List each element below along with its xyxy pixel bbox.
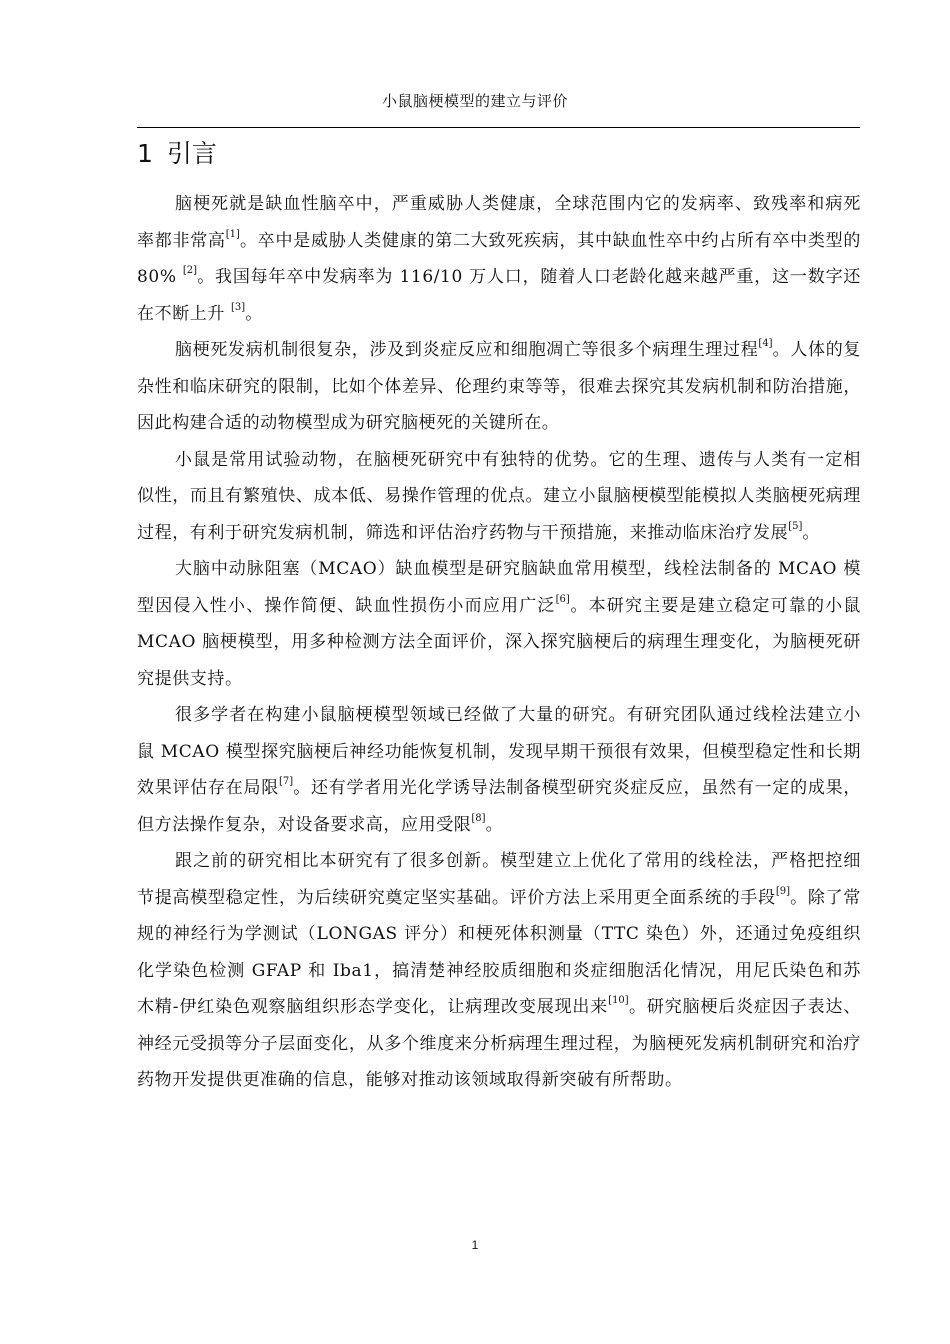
page-number: 1: [471, 1238, 479, 1252]
paragraph-text: 。: [245, 303, 263, 324]
citation-ref: [6]: [555, 593, 570, 605]
body-text: [137, 186, 861, 1099]
paragraph-text: 。卒中是威胁人类健康的第二大致死疾病，其中缺血性卒中约占所有卒中类型的 80%: [137, 230, 862, 287]
paragraph-text: 脑梗死发病机制很复杂，涉及到炎症反应和细胞凋亡等很多个病理生理过程: [175, 340, 759, 360]
section-title: 引言: [166, 139, 217, 168]
citation-ref: [8]: [471, 812, 486, 824]
running-header: 小鼠脑梗模型的建立与评价: [381, 92, 568, 110]
paragraph-text: 很多学者在构建小鼠脑梗模型领域已经做了大量的研究。有研究团队通过线栓法建立小鼠 MCAO 模型探究脑梗后神经功能恢复机制，发现早期干预很有效果，但模型稳定性和长期效果评估存在局限: [137, 705, 861, 798]
citation-ref: [7]: [278, 776, 294, 787]
citation-ref: [2]: [182, 265, 197, 276]
paragraph-text: 。研究脑梗后炎症因子表达、神经元受损等分子层面变化，从多个维度来分析病理生理过程，为脑梗死发病机制研究和治疗药物开发提供更准确的信息，能够对推动该领域取得新突破有所帮助。: [137, 997, 861, 1090]
paragraph: [137, 442, 861, 552]
paragraph-text: 脑梗死就是缺血性脑卒中，严重威胁人类健康，全球范围内它的发病率、致残率和病死率都非常高: [137, 194, 861, 251]
paragraph: [137, 332, 861, 442]
paragraph: [137, 186, 861, 332]
paragraph-text: 。本研究主要是建立稳定可靠的小鼠 MCAO 脑梗模型，用多种检测方法全面评价，深入探究脑梗后的病理生理变化，为脑梗死研究提供支持。: [137, 595, 861, 689]
citation-ref: [10]: [608, 995, 629, 1006]
paragraph-text: 。人体的复杂性和临床研究的限制，比如个体差异、伦理约束等等，很难去探究其发病机制和防治措施，因此构建合适的动物模型成为研究脑梗死的关键所在。: [137, 340, 861, 433]
section-number: 1: [137, 139, 153, 168]
citation-ref: [3]: [231, 301, 246, 313]
paragraph: [137, 697, 861, 843]
paragraph-text: 大脑中动脉阻塞（MCAO）缺血模型是研究脑缺血常用模型，线栓法制备的 MCAO 模型因侵入性小、操作简便、缺血性损伤小而应用广泛: [137, 559, 861, 616]
paragraph-text: 。我国每年卒中发病率为 116/10 万人口，随着人口老龄化越来越严重，这一数字还在不断上升: [137, 267, 861, 324]
paragraph-text: 跟之前的研究相比本研究有了很多创新。模型建立上优化了常用的线栓法，严格把控细节提高模型稳定性，为后续研究奠定坚实基础。评价方法上采用更全面系统的手段: [137, 851, 861, 908]
paragraph-text: 小鼠是常用试验动物，在脑梗死研究中有独特的优势。它的生理、遗传与人类有一定相似性，而且有繁殖快、成本低、易操作管理的优点。建立小鼠脑梗模型能模拟人类脑梗死病理过程，有利于研究发病机制，筛选和评估治疗药物与干预措施，来推动临床治疗发展: [137, 449, 861, 543]
header-rule: [137, 127, 860, 128]
citation-ref: [9]: [775, 885, 791, 897]
paragraph: [137, 551, 861, 697]
paragraph-text: 。: [485, 814, 504, 835]
citation-ref: [5]: [788, 520, 803, 532]
paragraph-text: 。除了常规的神经行为学测试（LONGAS 评分）和梗死体积测量（TTC 染色）外，还通过免疫组织化学染色检测 GFAP 和 Iba1，搞清楚神经胶质细胞和炎症细胞活化情况，用尼氏染色和苏木精-伊红染色观察脑组织形态学变化，让病理改变展现出来: [137, 887, 861, 1017]
citation-ref: [4]: [758, 338, 773, 349]
paragraph-text: 。: [802, 522, 820, 543]
citation-ref: [1]: [225, 228, 240, 240]
section-heading: [137, 136, 217, 172]
paragraph: [137, 843, 861, 1099]
paragraph-text: 。还有学者用光化学诱导法制备模型研究炎症反应，虽然有一定的成果，但方法操作复杂，对设备要求高，应用受限: [137, 778, 861, 835]
